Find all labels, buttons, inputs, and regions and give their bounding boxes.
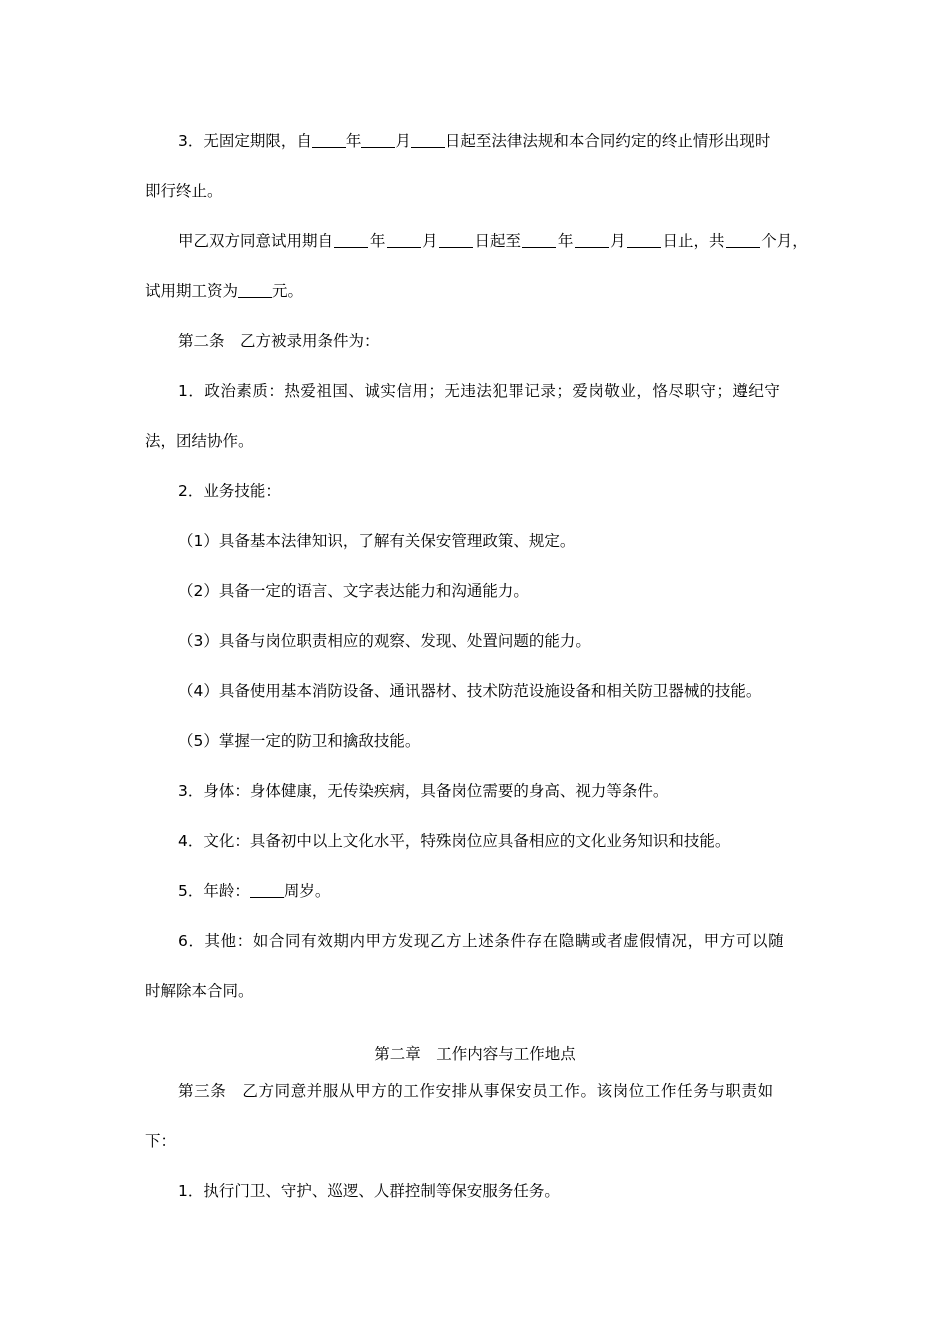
article2-item1-continuation: 法，团结协作。 xyxy=(145,432,254,450)
article2-item5 xyxy=(178,881,330,901)
blank-end-day xyxy=(627,231,661,248)
article1-item3-continuation: 即行终止。 xyxy=(145,182,223,200)
blank-start-day xyxy=(439,231,473,248)
article3-continuation: 下： xyxy=(145,1132,177,1150)
probation-line xyxy=(178,231,808,251)
article2-item3: 3．身体：身体健康，无传染疾病，具备岗位需要的身高、视力等条件。 xyxy=(178,782,669,800)
year-label: 年 xyxy=(345,132,362,150)
year-label: 年 xyxy=(369,232,386,250)
blank-end-year xyxy=(522,231,556,248)
month-label: 月 xyxy=(610,232,626,250)
month-label: 月 xyxy=(395,132,411,150)
blank-age xyxy=(250,881,284,898)
article2-item6-text: 6．其他：如合同有效期内甲方发现乙方上述条件存在隐瞒或者虚假情况，甲方可以随 xyxy=(178,932,785,950)
skill-item-2: （2）具备一定的语言、文字表达能力和沟通能力。 xyxy=(178,582,529,600)
blank-start-month xyxy=(387,231,421,248)
article3-text xyxy=(178,1081,808,1101)
blank-salary xyxy=(238,281,272,298)
article2-item6 xyxy=(178,931,808,951)
article2-item2: 2．业务技能： xyxy=(178,482,281,500)
month-label: 月 xyxy=(422,232,438,250)
article2-item6-continuation: 时解除本合同。 xyxy=(145,982,254,1000)
article2-item1 xyxy=(178,381,808,401)
article1-item3-tail: 日起至法律法规和本合同约定的终止情形出现时 xyxy=(444,132,771,150)
article3-item1: 1．执行门卫、守护、巡逻、人群控制等保安服务任务。 xyxy=(178,1182,560,1200)
article2-heading: 第二条 乙方被录用条件为： xyxy=(178,332,380,350)
skill-item-1: （1）具备基本法律知识，了解有关保安管理政策、规定。 xyxy=(178,532,576,550)
blank-month xyxy=(361,131,395,148)
blank-year xyxy=(312,131,346,148)
age-label: 5．年龄： xyxy=(178,882,250,900)
skill-item-5: （5）掌握一定的防卫和擒敌技能。 xyxy=(178,732,421,750)
salary-unit: 元。 xyxy=(272,282,304,300)
blank-months xyxy=(726,231,760,248)
chapter2-title: 第二章 工作内容与工作地点 xyxy=(374,1045,576,1063)
salary-label: 试用期工资为 xyxy=(145,282,239,300)
day-end-label: 日止，共 xyxy=(662,232,725,250)
blank-end-month xyxy=(575,231,609,248)
day-to-label: 日起至 xyxy=(474,232,521,250)
age-unit: 周岁。 xyxy=(283,882,331,900)
skill-item-4: （4）具备使用基本消防设备、通讯器材、技术防范设施设备和相关防卫器械的技能。 xyxy=(178,682,762,700)
blank-start-year xyxy=(334,231,368,248)
article1-item3-line xyxy=(178,131,808,151)
skill-item-3: （3）具备与岗位职责相应的观察、发现、处置问题的能力。 xyxy=(178,632,591,650)
blank-day xyxy=(411,131,445,148)
probation-text: 甲乙双方同意试用期自 xyxy=(178,232,334,250)
months-label: 个月， xyxy=(761,232,808,250)
article3-text-content: 第三条 乙方同意并服从甲方的工作安排从事保安员工作。该岗位工作任务与职责如 xyxy=(178,1082,774,1100)
article2-item1-text: 1．政治素质：热爱祖国、诚实信用；无违法犯罪记录；爱岗敬业，恪尽职守；遵纪守 xyxy=(178,382,781,400)
year-label: 年 xyxy=(557,232,574,250)
article1-item3-text: 3．无固定期限，自 xyxy=(178,132,312,150)
probation-salary-line xyxy=(145,281,303,301)
article2-item4: 4．文化：具备初中以上文化水平，特殊岗位应具备相应的文化业务知识和技能。 xyxy=(178,832,731,850)
